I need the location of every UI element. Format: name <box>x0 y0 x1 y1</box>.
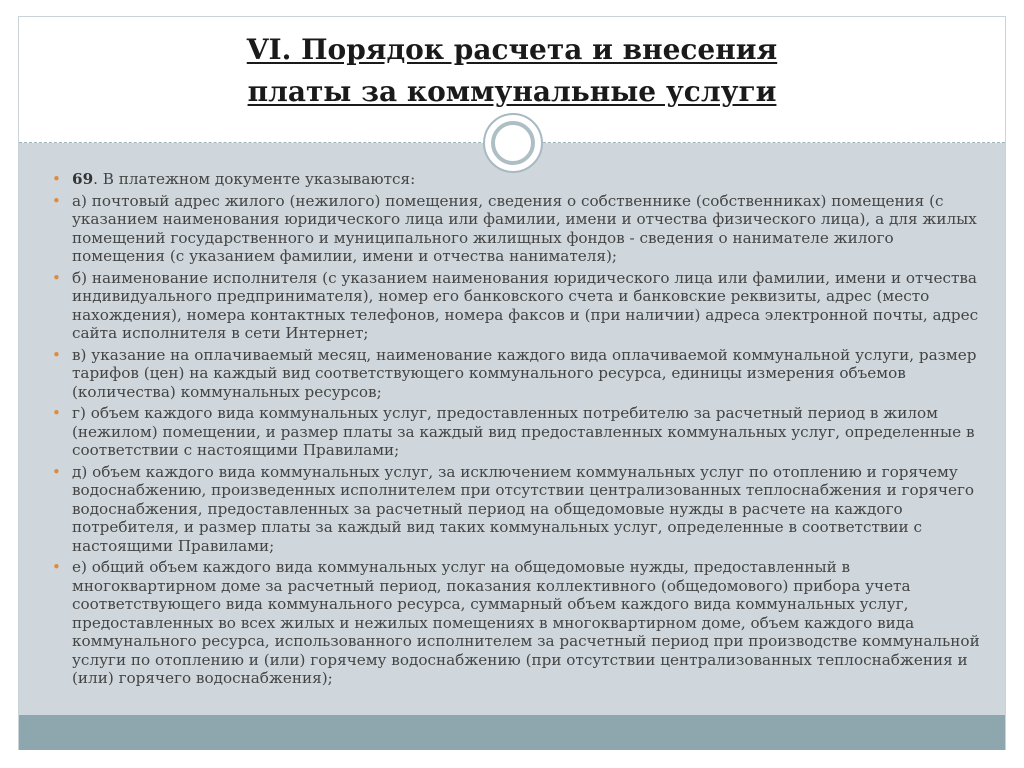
bullet-list <box>52 170 984 691</box>
item-text: а) почтовый адрес жилого (нежилого) помещения, сведения о собственнике (собственниках) помещения (с указанием наименования юридического лица или фамилии, имени и отчества физического лица), а для жилых помещений государственного и муниципального жилищных фондов - сведения о нанимателе жилого помещения (с указанием фамилии, имени и отчества нанимателя); <box>72 191 977 265</box>
bullet-icon: • <box>52 558 61 576</box>
list-item <box>52 269 984 343</box>
decorative-ring-inner <box>491 121 535 165</box>
bullet-icon: • <box>52 462 61 481</box>
footer-bar <box>19 715 1005 750</box>
slide-title <box>19 29 1005 113</box>
bullet-icon: • <box>52 191 61 210</box>
item-number: 69 <box>72 170 94 188</box>
item-text: д) объем каждого вида коммунальных услуг, за исключением коммунальных услуг по отоплению и горячему водоснабжению, произведенных исполнителем при отсутствии централизованных теплоснабжения и горячего водоснабжения, предоставленных за расчетный период на общедомовые нужды в расчете на каждого потребителя, и размер платы за каждый вид таких коммунальных услуг, определенные в соответствии с настоящими Правилами; <box>72 462 975 555</box>
bullet-icon: • <box>52 404 61 422</box>
bullet-icon: • <box>52 268 61 287</box>
item-text: е) общий объем каждого вида коммунальных услуг на общедомовые нужды, предоставленный в многоквартирном доме за расчетный период, показания коллективного (общедомового) прибора учета соответствующего вида коммунального ресурса, суммарный объем каждого вида коммунальных услуг, предоставленных во всех жилых и нежилых помещениях в многоквартирном доме, объем каждого вида коммунального ресурса, использованного исполнителем за расчетный период при производстве коммунальной услуги по отоплению и (или) горячему водоснабжению (при отсутствии централизованных теплоснабжения и (или) горячего водоснабжения); <box>72 558 980 687</box>
item-text: . В платежном документе указываются: <box>93 170 416 188</box>
bullet-icon: • <box>52 345 61 364</box>
list-item <box>52 346 984 402</box>
list-item <box>52 463 984 556</box>
list-item <box>52 192 984 266</box>
list-item <box>52 404 984 460</box>
slide-title-line-1: VI. Порядок расчета и внесения <box>246 33 778 66</box>
item-text: б) наименование исполнителя (с указанием наименования юридического лица или фамилии, имени и отчества индивидуального предпринимателя), номер его банковского счета и банковские реквизиты, адрес (место нахождения), номера контактных телефонов, номера факсов и (при наличии) адреса электронной почты, адрес сайта исполнителя в сети Интернет; <box>72 268 979 342</box>
item-text: в) указание на оплачиваемый месяц, наименование каждого вида оплачиваемой коммунальной услуги, размер тарифов (цен) на каждый вид соответствующего коммунального ресурса, единицы измерения объемов (количества) коммунальных ресурсов; <box>72 345 977 401</box>
slide-title-line-2: платы за коммунальные услуги <box>247 75 777 108</box>
bullet-icon: • <box>52 170 61 188</box>
list-item <box>52 558 984 688</box>
decorative-ring-icon <box>483 113 543 173</box>
item-text: г) объем каждого вида коммунальных услуг, предоставленных потребителю за расчетный период в жилом (нежилом) помещении, и размер платы за каждый вид предоставленных коммунальных услуг, определенные в соответствии с настоящими Правилами; <box>72 404 975 459</box>
list-item <box>52 170 984 189</box>
